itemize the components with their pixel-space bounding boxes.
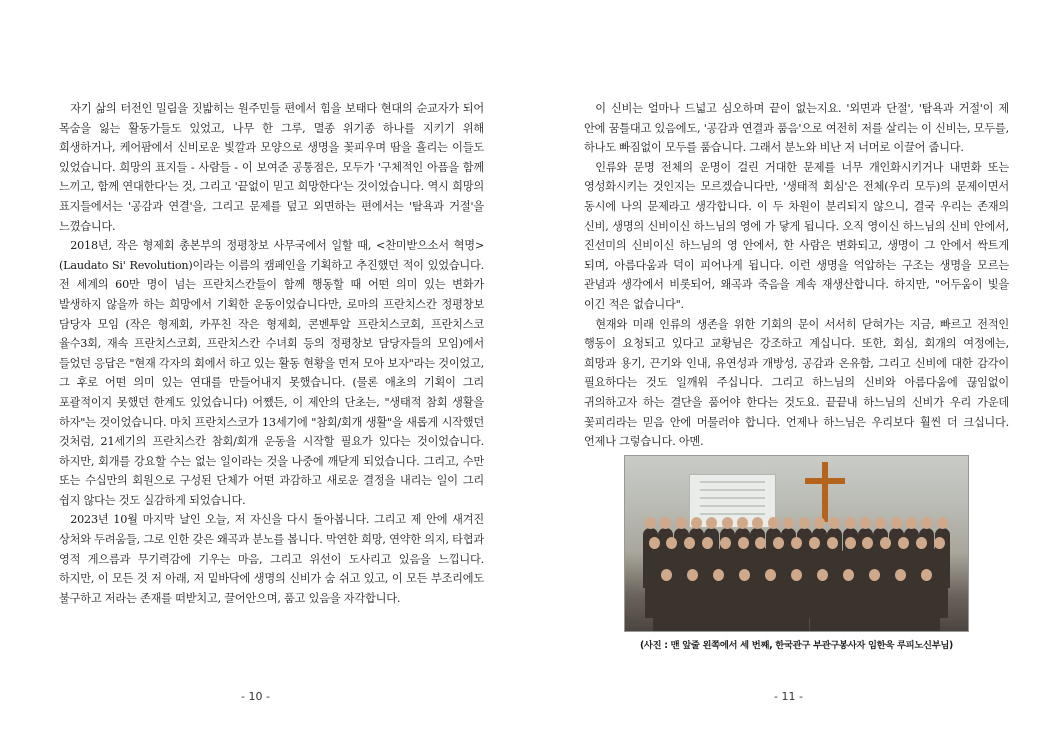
person-head <box>765 569 776 581</box>
person-head <box>891 517 902 529</box>
person-head <box>916 537 927 549</box>
paragraph: 인류와 문명 전체의 운명이 걸린 거대한 문제를 너무 개인화시키거나 내면화 또는 영성화시키는 것인지는 모르겠습니다만, '생태적 회심'은 전체(우리 모두)의 문제이면서 동시에 나의 문제라고 생각합니다. 이 두 차원이 분리되지 않으니, 결국 우리는 존재의 신비, 생명의 신비이신 하느님의 영에 가 닿게 됩니다. 오직 영이신 하느님의 신비 안에서, 진선미의 신비이신 하느님의 영 안에서, 한 사람은 변화되고, 생명이 그 안에서 싹트게 되며, 아름다움과 덕이 피어나게 됩니다. 이런 생명을 억압하는 구조는 생명을 모르는 관념과 생각에서 비롯되어, 왜곡과 죽음을 계속 재생산합니다. 하지만, "어두움이 빛을 이긴 적은 없습니다". <box>584 160 1009 311</box>
left-page <box>0 0 523 739</box>
person-head <box>906 517 917 529</box>
right-text-column <box>584 99 1009 651</box>
paragraph: 2018년, 작은 형제회 총본부의 정평창보 사무국에서 일할 때, <찬미받으소서 혁명>(Laudato Si' Revolution)이라는 이름의 캠페인을 기획하고 추진했던 적이 있었습니다. 전 세계의 60만 명이 넘는 프란치스칸들이 함께 행동할 때 어떤 의미 있는 변화가 발생하지 않을까 하는 희망에서 기획한 운동이었습니다만, 로마의 프란치스칸 정평창보 담당자 모임 (작은 형제회, 카푸친 작은 형제회, 콘벤투알 프란치스코회, 프란치스코 율수3회, 재속 프란치스코회, 프란치스칸 수녀회 등의 정평창보 담당자들의 모임)에서 들었던 응답은 "현재 각자의 회에서 하고 있는 활동 현황을 먼저 모아 보자"라는 것이었고, 그 후로 어떤 의미 있는 연대를 만들어내지 못했습니다. (물론 애초의 기획이 그리 포괄적이지 못했던 한계도 있었습니다) 어쨌든, 이 제안의 단초는, "생태적 참회 생활을 하자"는 것이었습니다. 마치 프란치스코가 13세기에 "참회/회개 생활"을 새롭게 시작했던 것처럼, 21세기의 프란치스칸 참회/회개 운동을 시작할 필요가 있다는 것이었습니다. 하지만, 회개를 강요할 수는 없는 일이라는 것을 나중에 깨닫게 되었습니다. 그리고, 수만 또는 수십만의 회원으로 구성된 단체가 어떤 과감하고 새로운 결정을 내리는 일이 그리 쉽지 않다는 것도 실감하게 되었습니다. <box>59 239 484 507</box>
person-head <box>684 537 695 549</box>
person-head <box>706 517 717 529</box>
person-head <box>817 569 828 581</box>
paragraph: 현재와 미래 인류의 생존을 위한 기회의 문이 서서히 닫혀가는 지금, 빠르고 전적인 행동이 요청되고 있다고 교황님은 강조하고 계십니다. 또한, 회심, 회개의 여정에는, 희망과 용기, 끈기와 인내, 유연성과 개방성, 공감과 온유함, 그리고 신비에 대한 감각이 필요하다는 것도 일깨워 주십니다. 그리고 하느님의 신비와 아름다움에 끊임없이 귀의하고자 하는 결단을 품어야 한다는 것도요. 끝끝내 하느님의 신비가 우리 가운데 꽃피리라는 믿음 안에 머물러야 합니다. 언제나 하느님은 우리보다 훨씬 더 크십니다. 언제나 그렇습니다. 아멘. <box>584 317 1009 449</box>
person-head <box>791 537 802 549</box>
person-head <box>799 517 810 529</box>
page-number: - 10 - <box>241 690 270 703</box>
paragraph: 자기 삶의 터전인 밀림을 짓밟히는 원주민들 편에서 힘을 보태다 현대의 순교자가 되어 목숨을 잃는 활동가들도 있었고, 나무 한 그루, 멸종 위기종 하나를 지키기 위해 희생하거나, 케어팜에서 신비로운 빛깔과 모양으로 생명을 꽃피우며 땀을 흘리는 이들도 있었습니다. 희망의 표지들 - 사람들 - 이 보여준 공통점은, 모두가 '구체적인 아픔을 함께 느끼고, 함께 연대한다'는 것, 그리고 '끝없이 믿고 희망한다'는 것이었습니다. 역시 희망의 표지들에서는 '공감과 연결'을, 그리고 문제를 덮고 외면하는 편에서는 '탐욕과 거절'을 느꼈습니다. <box>59 102 484 233</box>
person-head <box>702 537 713 549</box>
person-head <box>827 537 838 549</box>
paragraph: 이 신비는 얼마나 드넓고 심오하며 끝이 없는지요. '외면과 단절', '탐욕과 거절'이 제 안에 꿈틀대고 있음에도, '공감과 연결과 품음'으로 여전히 저를 살리는 이 신비는, 모두를, 하나도 빠짐없이 모두를 품습니다. 그래서 분노와 비난 저 너머로 이끌어 줍니다. <box>584 102 1009 155</box>
person-head <box>860 517 871 529</box>
person-head <box>869 569 880 581</box>
person-figure <box>836 580 862 632</box>
person-head <box>809 537 820 549</box>
person-head <box>722 517 733 529</box>
person-head <box>898 537 909 549</box>
person-head <box>895 569 906 581</box>
person-head <box>773 537 784 549</box>
person-head <box>649 537 660 549</box>
person-figure <box>783 580 809 632</box>
person-head <box>661 569 672 581</box>
person-head <box>739 569 750 581</box>
person-figure <box>653 580 679 632</box>
person-head <box>921 517 932 529</box>
paragraph: 2023년 10월 마지막 날인 오늘, 저 자신을 다시 돌아봅니다. 그리고 제 안에 새겨진 상처와 두려움들, 그로 인한 갖은 왜곡과 분노를 봅니다. 막연한 희망, 연약한 의지, 타협과 영적 게으름과 무기력감에 기우는 마음, 그리고 위선이 도사리고 있음을 느낍니다. 하지만, 이 모든 것 저 아래, 저 밑바닥에 생명의 신비가 숨 쉬고 있고, 이 모든 부조리에도 불구하고 저라는 존재를 떠받치고, 끌어안으며, 품고 있음을 자각합니다. <box>59 513 484 605</box>
person-head <box>691 517 702 529</box>
right-page <box>524 0 1047 739</box>
person-head <box>880 537 891 549</box>
person-head <box>843 569 854 581</box>
photo-caption: (사진 : 맨 앞줄 왼쪽에서 세 번째, 한국관구 부관구봉사자 임한욱 루피노신부님) <box>639 639 954 651</box>
person-figure <box>679 580 705 632</box>
person-figure <box>888 580 914 632</box>
person-head <box>783 517 794 529</box>
person-head <box>687 569 698 581</box>
person-head <box>937 517 948 529</box>
person-figure <box>757 580 783 632</box>
person-head <box>845 517 856 529</box>
person-head <box>676 517 687 529</box>
group-photo <box>624 455 969 632</box>
person-head <box>738 537 749 549</box>
person-figure <box>731 580 757 632</box>
person-head <box>720 537 731 549</box>
person-head <box>791 569 802 581</box>
person-head <box>666 537 677 549</box>
person-figure <box>705 580 731 632</box>
person-head <box>660 517 671 529</box>
person-head <box>737 517 748 529</box>
person-figure <box>862 580 888 632</box>
person-head <box>934 537 945 549</box>
person-head <box>829 517 840 529</box>
person-head <box>814 517 825 529</box>
person-head <box>875 517 886 529</box>
group-of-friars <box>625 506 968 631</box>
person-head <box>752 517 763 529</box>
left-text-column <box>59 99 484 608</box>
person-head <box>768 517 779 529</box>
person-head <box>845 537 856 549</box>
person-head <box>713 569 724 581</box>
person-head <box>645 517 656 529</box>
person-figure <box>810 580 836 632</box>
person-figure <box>914 580 940 632</box>
page-number: - 11 - <box>774 690 803 703</box>
